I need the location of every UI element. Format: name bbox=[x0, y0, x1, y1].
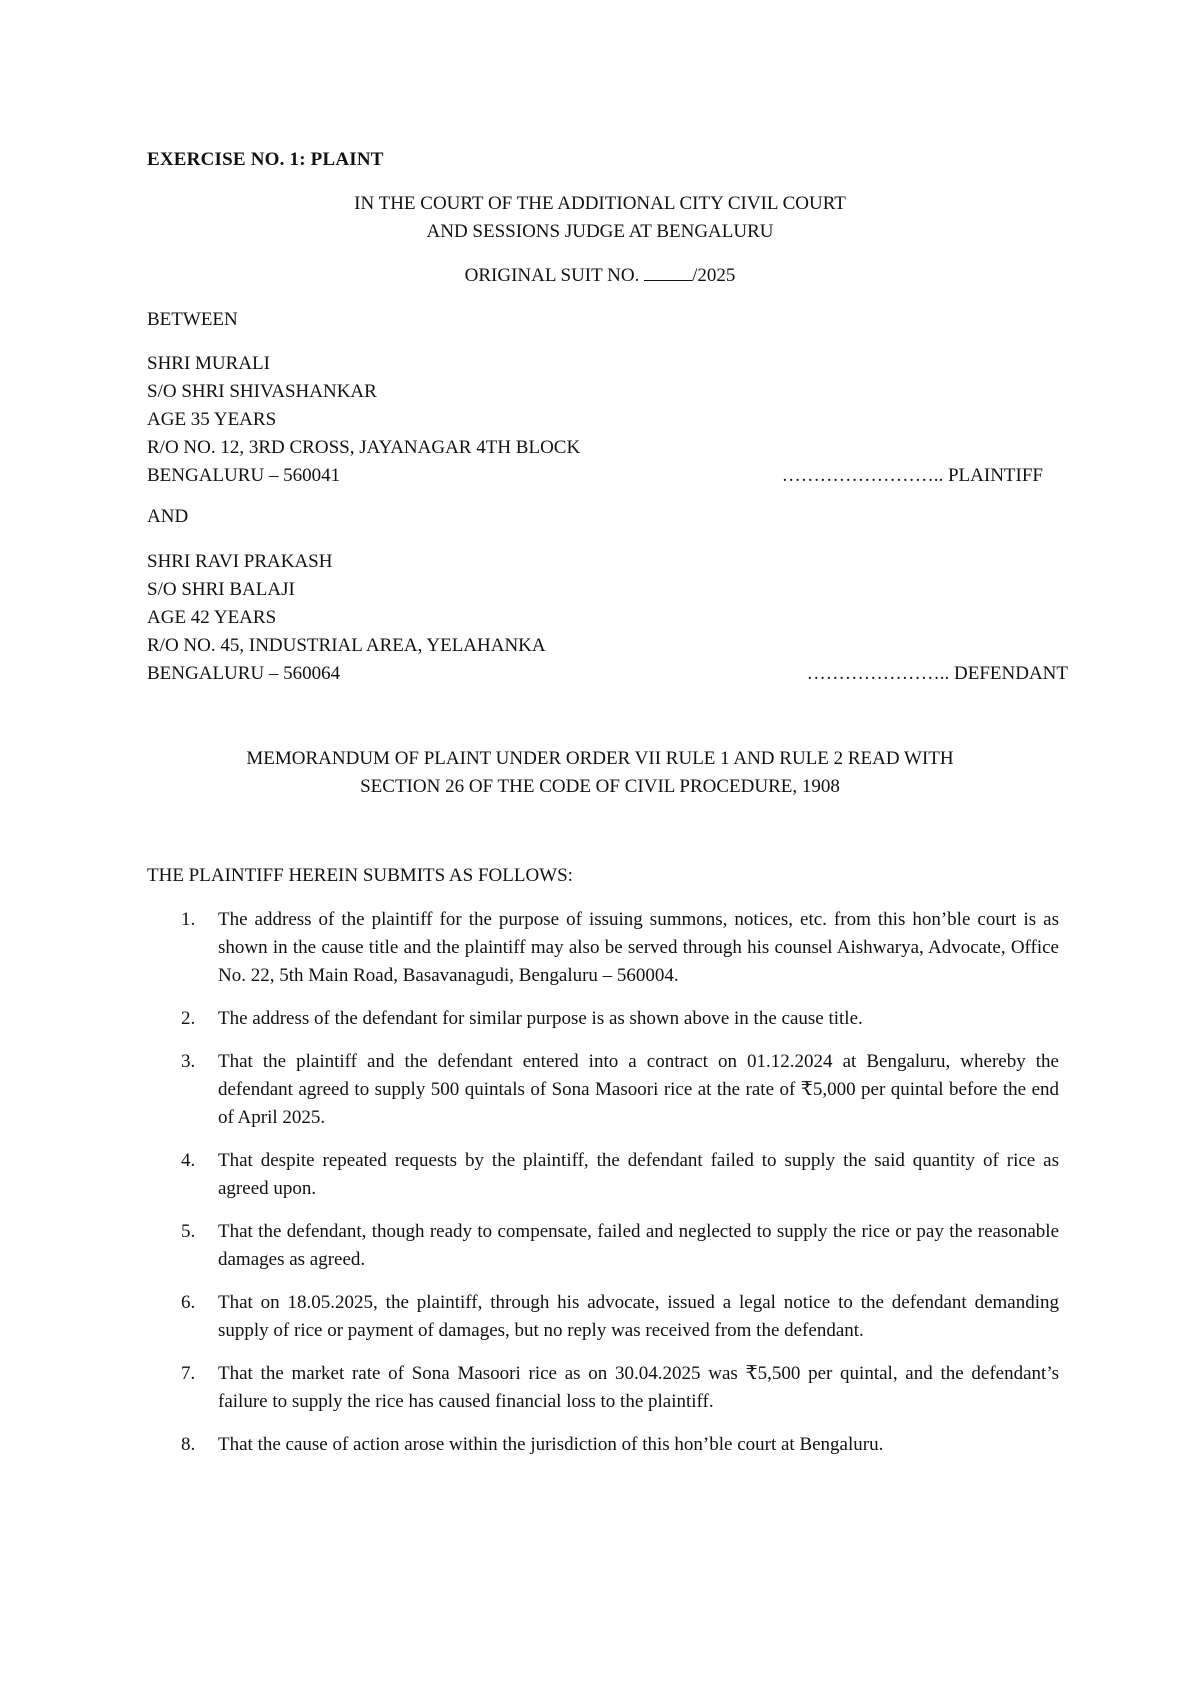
defendant-age: AGE 42 YEARS bbox=[147, 607, 277, 628]
paragraph-list bbox=[147, 906, 1059, 1474]
defendant-parentage: S/O SHRI BALAJI bbox=[147, 579, 295, 600]
memorandum-heading bbox=[0, 745, 1200, 801]
paragraph-1 bbox=[147, 906, 1059, 990]
paragraph-6 bbox=[147, 1289, 1059, 1345]
paragraph-number: 7. bbox=[181, 1363, 196, 1384]
paragraph-8 bbox=[147, 1431, 1059, 1459]
paragraph-number: 5. bbox=[181, 1221, 196, 1242]
paragraph-number: 3. bbox=[181, 1051, 196, 1072]
suit-prefix: ORIGINAL SUIT NO. bbox=[464, 265, 645, 286]
paragraph-number: 1. bbox=[181, 909, 196, 930]
paragraph-text: That the market rate of Sona Masoori rice as on 30.04.2025 was ₹5,500 per quintal, and the defendant’s failure to supply the rice has caused financial loss to the plaintiff. bbox=[218, 1363, 1059, 1412]
plaintiff-city-line bbox=[147, 462, 1043, 490]
plaintiff-role: …………………….. PLAINTIFF bbox=[781, 465, 1043, 486]
exercise-title: EXERCISE NO. 1: PLAINT bbox=[147, 149, 384, 170]
submits-heading: THE PLAINTIFF HEREIN SUBMITS AS FOLLOWS: bbox=[147, 865, 573, 886]
paragraph-text: That the defendant, though ready to compensate, failed and neglected to supply the rice or pay the reasonable damages as agreed. bbox=[218, 1221, 1059, 1270]
defendant-city-line bbox=[147, 660, 1068, 688]
paragraph-3 bbox=[147, 1048, 1059, 1132]
paragraph-text: The address of the plaintiff for the purpose of issuing summons, notices, etc. from this hon’ble court is as shown in the cause title and the plaintiff may also be served through his counsel Aishwarya, Advocate, Office No. 22, 5th Main Road, Basavanagudi, Bengaluru – 560004. bbox=[218, 909, 1059, 986]
paragraph-2 bbox=[147, 1005, 1059, 1033]
and-label: AND bbox=[147, 506, 189, 527]
plaintiff-name: SHRI MURALI bbox=[147, 353, 270, 374]
defendant-role: ………………….. DEFENDANT bbox=[806, 663, 1068, 684]
paragraph-text: The address of the defendant for similar purpose is as shown above in the cause title. bbox=[218, 1008, 863, 1029]
plaintiff-age: AGE 35 YEARS bbox=[147, 409, 277, 430]
paragraph-4 bbox=[147, 1147, 1059, 1203]
paragraph-text: That the cause of action arose within the jurisdiction of this hon’ble court at Bengaluru. bbox=[218, 1434, 884, 1455]
paragraph-text: That the plaintiff and the defendant entered into a contract on 01.12.2024 at Bengaluru, whereby the defendant agreed to supply 500 quintals of Sona Masoori rice at the rate of ₹5,000 per quintal before the end of April 2025. bbox=[218, 1051, 1059, 1128]
paragraph-number: 2. bbox=[181, 1008, 196, 1029]
paragraph-text: That despite repeated requests by the plaintiff, the defendant failed to supply the said quantity of rice as agreed upon. bbox=[218, 1150, 1059, 1199]
court-heading bbox=[0, 190, 1200, 246]
memorandum-line: SECTION 26 OF THE CODE OF CIVIL PROCEDURE, 1908 bbox=[360, 776, 840, 797]
suit-suffix: /2025 bbox=[692, 265, 736, 286]
paragraph-number: 8. bbox=[181, 1434, 196, 1455]
between-label: BETWEEN bbox=[147, 309, 238, 330]
defendant-block bbox=[147, 548, 1068, 688]
paragraph-text: That on 18.05.2025, the plaintiff, through his advocate, issued a legal notice to the defendant demanding supply of rice or payment of damages, but no reply was received from the defendant. bbox=[218, 1292, 1059, 1341]
paragraph-number: 6. bbox=[181, 1292, 196, 1313]
paragraph-number: 4. bbox=[181, 1150, 196, 1171]
defendant-name: SHRI RAVI PRAKASH bbox=[147, 551, 333, 572]
court-heading-line: IN THE COURT OF THE ADDITIONAL CITY CIVIL COURT bbox=[354, 193, 846, 214]
memorandum-line: MEMORANDUM OF PLAINT UNDER ORDER VII RULE 1 AND RULE 2 READ WITH bbox=[246, 748, 954, 769]
court-heading-line: AND SESSIONS JUDGE AT BENGALURU bbox=[426, 221, 774, 242]
suit-number-blank bbox=[644, 262, 692, 281]
plaintiff-parentage: S/O SHRI SHIVASHANKAR bbox=[147, 381, 377, 402]
plaintiff-city: BENGALURU – 560041 bbox=[147, 465, 341, 486]
plaintiff-address: R/O NO. 12, 3RD CROSS, JAYANAGAR 4TH BLOCK bbox=[147, 437, 581, 458]
paragraph-5 bbox=[147, 1218, 1059, 1274]
defendant-city: BENGALURU – 560064 bbox=[147, 663, 341, 684]
paragraph-7 bbox=[147, 1360, 1059, 1416]
plaintiff-block bbox=[147, 350, 1043, 490]
suit-number bbox=[0, 262, 1200, 290]
defendant-address: R/O NO. 45, INDUSTRIAL AREA, YELAHANKA bbox=[147, 635, 546, 656]
